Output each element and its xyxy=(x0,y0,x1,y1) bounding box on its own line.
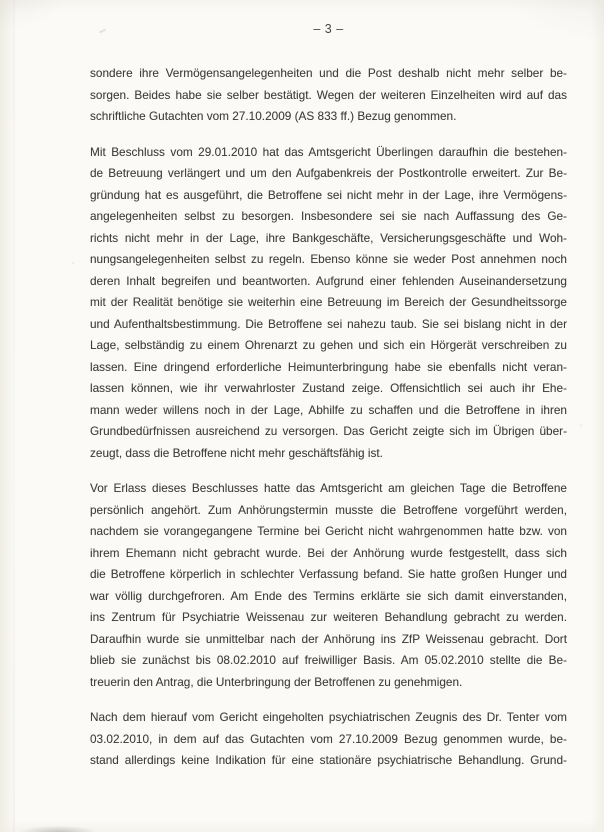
text-line: nachdem sie vorangegangene Termine bei Gericht nicht wahrgenommen hatte bzw. von xyxy=(90,524,567,538)
scan-speck xyxy=(580,424,582,427)
text-line: 03.02.2010, in dem auf das Gutachten vom 27.10.2009 Bezug genommen wurde, be- xyxy=(90,731,567,746)
text-line: Grundbedürfnissen ausreichend zu versorgen. Das Gericht zeigte sich im Übrigen über- xyxy=(90,424,567,438)
text-line: Mit Beschluss vom 29.01.2010 hat das Amtsgericht Überlingen daraufhin die bestehen- xyxy=(90,144,567,159)
text-line: Lage, selbständig zu einem Ohrenarzt zu gehen und sich ein Hörgerät verschreiben zu xyxy=(90,338,567,352)
scan-speck xyxy=(72,262,74,264)
text-line: zeugt, dass die Betroffene nicht mehr geschäftsfähig ist. xyxy=(90,445,383,460)
paragraph xyxy=(90,478,567,693)
text-line: sorgen. Beides habe sie selber bestätigt. Wegen der weiteren Einzelheiten wird auf das xyxy=(90,87,567,102)
text-line: angelegenheiten selbst zu besorgen. Insbesondere sei sie nach Auffassung des Ge- xyxy=(90,209,567,223)
paragraph xyxy=(90,142,567,465)
text-line: deren Inhalt begreifen und beantworten. Aufgrund einer fehlenden Auseinandersetzung xyxy=(90,273,567,288)
text-line: mit der Realität benötige sie weiterhin eine Betreuung im Bereich der Gesundheitssorge xyxy=(90,295,567,309)
paragraph xyxy=(90,63,567,128)
text-line: treuerin den Antrag, die Unterbringung der Betroffenen zu genehmigen. xyxy=(90,674,463,689)
scan-crease xyxy=(13,0,15,832)
text-line: sondere ihre Vermögensangelegenheiten und die Post deshalb nicht mehr selber be- xyxy=(90,66,567,80)
text-line: war völlig durchgefroren. Am Ende des Termins erklärte sie sich damit einverstanden, xyxy=(90,588,567,603)
text-line: richts nicht mehr in der Lage, ihre Bankgeschäfte, Versicherungsgeschäfte und Woh- xyxy=(90,230,567,245)
text-line: Daraufhin wurde sie unmittelbar nach der Anhörung ins ZfP Weissenau gebracht. Dort xyxy=(90,631,567,646)
text-line: und Aufenthaltsbestimmung. Die Betroffene sei nahezu taub. Sie sei bislang nicht in der xyxy=(90,316,567,331)
text-line: die Betroffene körperlich in schlechter Verfassung befand. Sie hatte großen Hunger und xyxy=(90,567,567,581)
text-line: nungsangelegenheiten selbst zu regeln. Ebenso könne sie weder Post annehmen noch xyxy=(90,252,567,266)
page-number: – 3 – xyxy=(313,22,344,36)
text-line: ins Zentrum für Psychiatrie Weissenau zur weiteren Behandlung gebracht zu werden. xyxy=(90,610,567,624)
text-line: Nach dem hierauf vom Gericht eingeholten psychiatrischen Zeugnis des Dr. Tenter vom xyxy=(90,710,567,724)
document-body xyxy=(90,63,567,772)
paragraph xyxy=(90,707,567,772)
text-line: persönlich angehört. Zum Anhörungstermin musste die Betroffene vorgeführt werden, xyxy=(90,502,567,517)
text-line: lassen. Eine dringend erforderliche Heimunterbringung habe sie ebenfalls nicht veran- xyxy=(90,359,567,374)
text-line: gründung hat es ausgeführt, die Betroffene sei nicht mehr in der Lage, ihre Vermögens- xyxy=(90,187,567,202)
text-line: Vor Erlass dieses Beschlusses hatte das Amtsgericht am gleichen Tage die Betroffene xyxy=(90,481,567,495)
text-line: blieb sie zunächst bis 08.02.2010 auf freiwilliger Basis. Am 05.02.2010 stellte die Be- xyxy=(90,653,567,667)
text-line: schriftliche Gutachten vom 27.10.2009 (AS 833 ff.) Bezug genommen. xyxy=(90,109,457,123)
text-line: mann weder willens noch in der Lage, Abhilfe zu schaffen und die Betroffene in ihren xyxy=(90,402,567,417)
text-line: stand allerdings keine Indikation für eine stationäre psychiatrische Behandlung. Grund- xyxy=(90,753,567,767)
text-line: lassen können, wie ihr verwahrloster Zustand zeige. Offensichtlich sei auch ihr Ehe- xyxy=(90,381,567,395)
text-line: de Betreuung verlängert und um den Aufgabenkreis der Postkontrolle erweitert. Zur Be- xyxy=(90,166,567,180)
text-line: ihrem Ehemann nicht gebracht wurde. Bei der Anhörung wurde festgestellt, dass sich xyxy=(90,545,567,560)
